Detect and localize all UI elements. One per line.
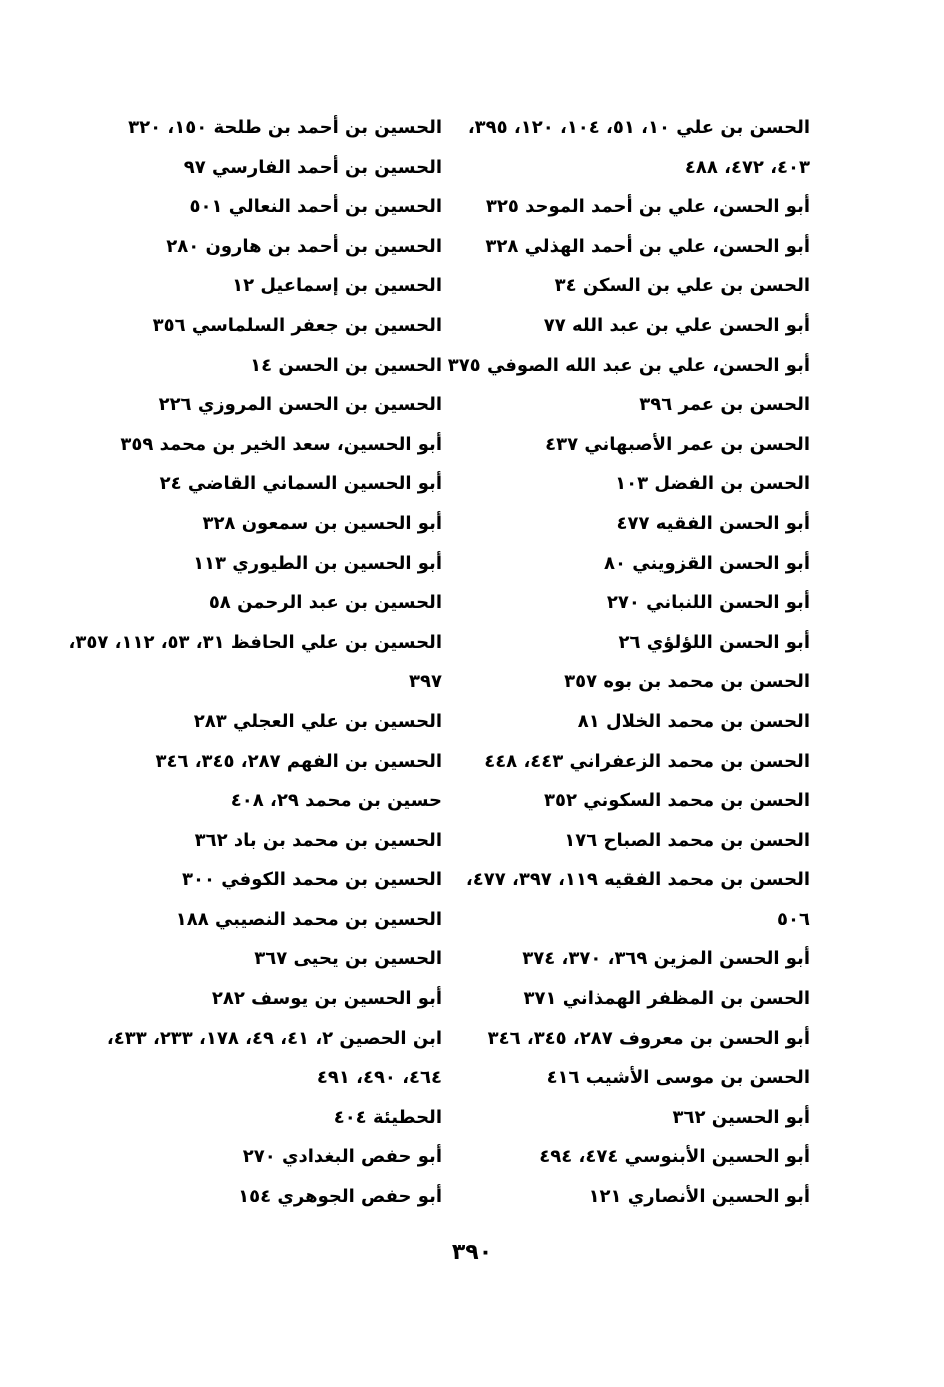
index-entry: أبو الحسن المزين ٣٦٩، ٣٧٠، ٣٧٤	[522, 948, 810, 970]
index-entry: الحسن بن موسى الأشيب ٤١٦	[546, 1067, 810, 1089]
index-entry: ٣٩٧	[409, 671, 442, 693]
index-entry: الحسين بن الحسن ١٤	[250, 354, 442, 376]
index-column-right	[430, 108, 810, 1217]
index-entry: الحسين بن محمد بن باد ٣٦٢	[194, 829, 442, 851]
index-entry: أبو الحسن الفقيه ٤٧٧	[616, 512, 810, 534]
index-entry: أبو الحسن اللؤلؤي ٢٦	[618, 631, 810, 653]
index-entry: الحسن بن المظفر الهمذاني ٣٧١	[523, 988, 810, 1010]
index-entry: أبو الحسن اللنباني ٢٧٠	[606, 592, 810, 614]
index-entry: أبو حفص البغدادي ٢٧٠	[242, 1146, 442, 1168]
index-entry: أبو الحسين، سعد الخير بن محمد ٣٥٩	[120, 433, 442, 455]
index-entry: أبو الحسين الأبنوسي ٤٧٤، ٤٩٤	[539, 1146, 810, 1168]
index-entry: الحسين بن الحسن المروزي ٢٢٦	[158, 394, 442, 416]
index-entry: الحسن بن محمد السكوني ٣٥٢	[544, 790, 810, 812]
index-entry: الحسن بن عمر الأصبهاني ٤٣٧	[545, 433, 810, 455]
index-entry: حسين بن محمد ٢٩، ٤٠٨	[230, 790, 442, 812]
index-entry: الحسن بن محمد بن بوه ٣٥٧	[564, 671, 810, 693]
index-entry: أبو الحسين السماني القاضي ٢٤	[159, 473, 442, 495]
index-entry: الحسين بن علي الحافظ ٣١، ٥٣، ١١٢، ٣٥٧،	[68, 631, 442, 653]
index-entry: الحسن بن الفضل ١٠٣	[615, 473, 810, 495]
index-entry: الحسين بن يحيى ٣٦٧	[254, 948, 442, 970]
index-entry: الحسين بن إسماعيل ١٢	[232, 275, 442, 297]
index-entry: الحسن بن محمد الصباح ١٧٦	[564, 829, 810, 851]
index-entry: ٥٠٦	[777, 908, 810, 930]
index-entry: أبو الحسين الأنصاري ١٢١	[588, 1186, 810, 1208]
index-entry: أبو الحسن بن معروف ٢٨٧، ٣٤٥، ٣٤٦	[487, 1027, 810, 1049]
index-entry: ٤٦٤، ٤٩٠، ٤٩١	[316, 1067, 442, 1089]
index-entry: الحطيئة ٤٠٤	[333, 1106, 442, 1128]
index-entry: أبو الحسن، علي بن أحمد الهذلي ٣٢٨	[485, 235, 810, 257]
index-entry: أبو حفص الجوهري ١٥٤	[238, 1186, 442, 1208]
index-entry: الحسن بن علي ١٠، ٥١، ١٠٤، ١٢٠، ٣٩٥،	[467, 117, 810, 138]
index-entry: الحسين بن أحمد بن طلحة ١٥٠، ٣٢٠	[128, 117, 442, 138]
index-column-left	[32, 108, 442, 1217]
index-entry: أبو الحسين بن سمعون ٣٢٨	[202, 512, 442, 534]
index-entry: الحسين بن محمد الكوفي ٣٠٠	[181, 869, 442, 891]
index-entry: الحسن بن محمد الخلال ٨١	[577, 710, 810, 732]
index-entry: الحسن بن عمر ٣٩٦	[639, 394, 810, 416]
index-entry: أبو الحسن، علي بن عبد الله الصوفي ٣٧٥	[447, 354, 810, 376]
index-entry: أبو الحسن القزويني ٨٠	[603, 552, 810, 574]
index-entry: أبو الحسن علي بن عبد الله ٧٧	[543, 314, 810, 336]
index-entry: الحسين بن أحمد الفارسي ٩٧	[183, 156, 442, 178]
page-number: ٣٩٠	[451, 1240, 493, 1265]
index-entry: الحسن بن علي بن السكن ٣٤	[554, 275, 810, 297]
index-entry: أبو الحسين ٣٦٢	[672, 1106, 810, 1128]
index-entry: ٤٠٣، ٤٧٢، ٤٨٨	[684, 156, 810, 178]
index-entry: الحسين بن عبد الرحمن ٥٨	[208, 592, 442, 614]
index-entry: الحسين بن الفهم ٢٨٧، ٣٤٥، ٣٤٦	[155, 750, 442, 772]
index-entry: الحسن بن محمد الزعفراني ٤٤٣، ٤٤٨	[484, 750, 810, 772]
index-entry: الحسين بن أحمد النعالي ٥٠١	[189, 196, 442, 218]
index-entry: الحسين بن أحمد بن هارون ٢٨٠	[166, 235, 442, 257]
index-entry: الحسين بن علي العجلي ٢٨٣	[193, 710, 442, 732]
index-entry: الحسين بن محمد النصيبي ١٨٨	[175, 908, 442, 930]
index-entry: الحسين بن جعفر السلماسي ٣٥٦	[152, 314, 442, 336]
index-entry: أبو الحسين بن يوسف ٢٨٢	[211, 988, 442, 1010]
index-entry: أبو الحسين بن الطيوري ١١٣	[193, 552, 442, 574]
index-entry: ابن الحصين ٢، ٤١، ٤٩، ١٧٨، ٢٣٣، ٤٣٣،	[106, 1027, 442, 1049]
index-entry: الحسن بن محمد الفقيه ١١٩، ٣٩٧، ٤٧٧،	[465, 869, 810, 891]
index-entry: أبو الحسن، علي بن أحمد الموحد ٣٢٥	[485, 196, 810, 218]
